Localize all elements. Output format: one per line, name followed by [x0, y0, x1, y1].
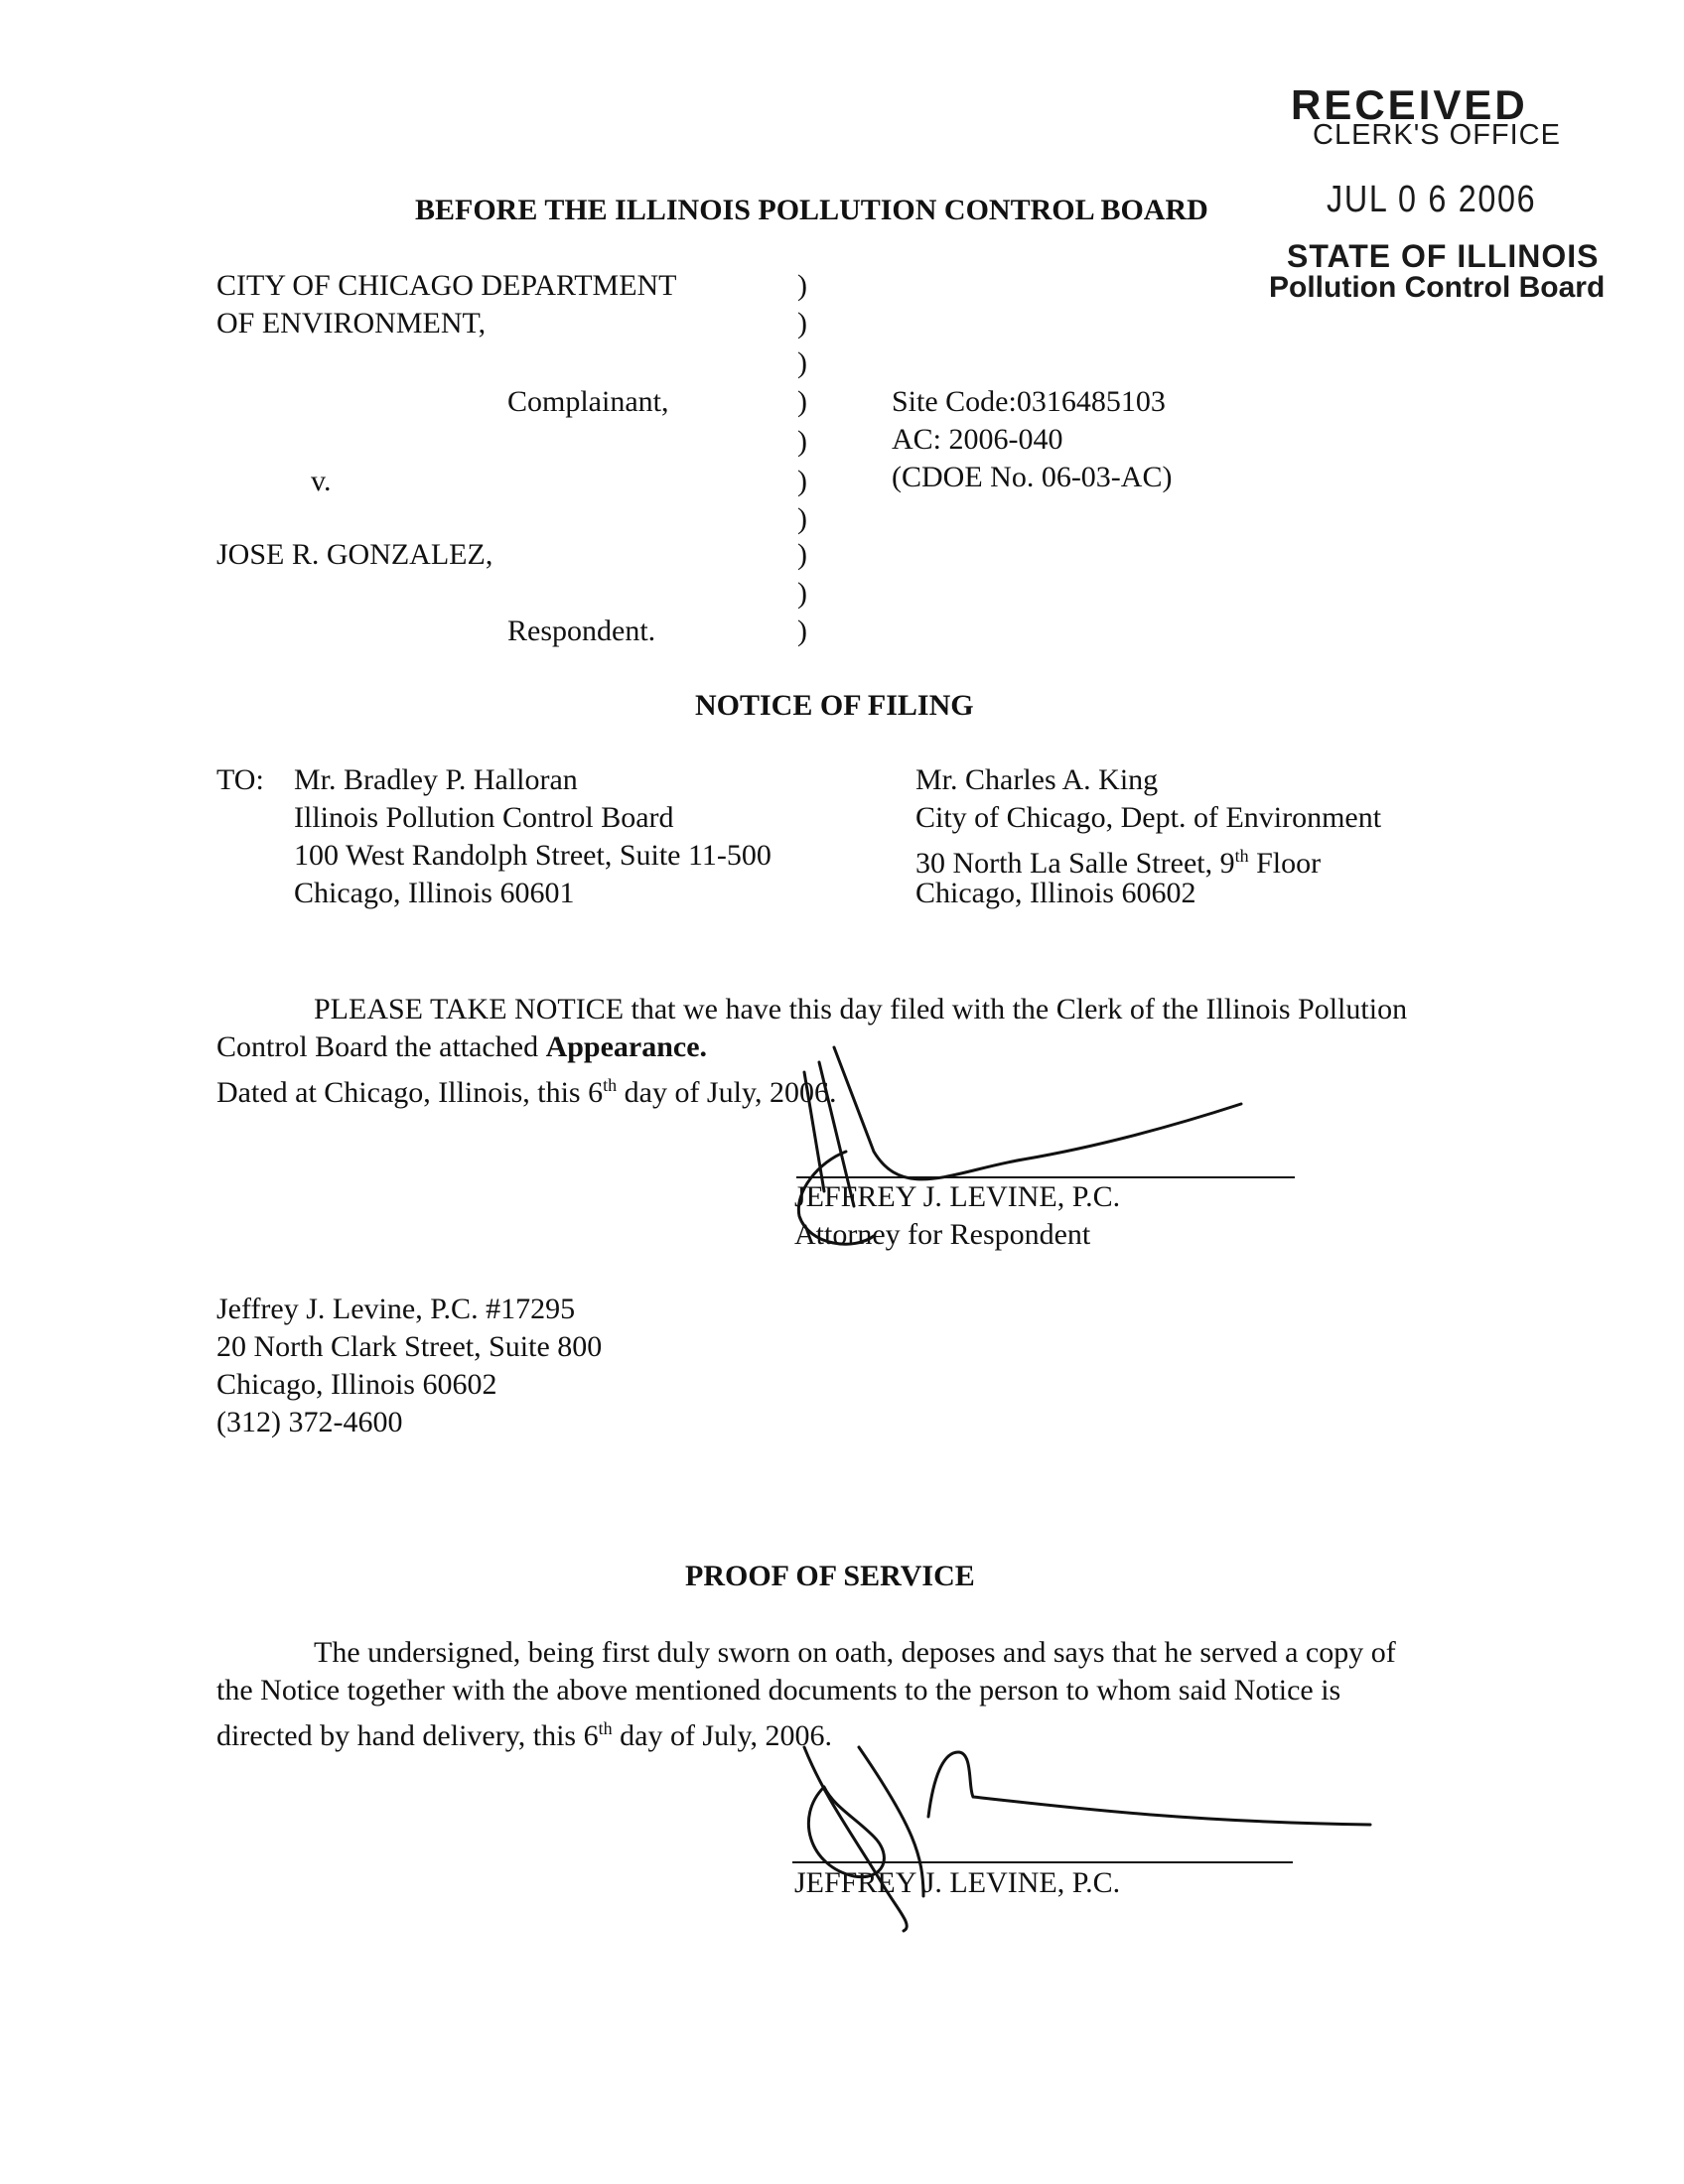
stamp-clerk-office: CLERK'S OFFICE [1313, 119, 1561, 151]
notice-body-line2: Control Board the attached Appearance. [216, 1030, 708, 1063]
firm-line4: (312) 372-4600 [216, 1406, 403, 1438]
proof-body-line1: The undersigned, being first duly sworn on oath, deposes and says that he served a copy of [314, 1636, 1396, 1669]
site-code: Site Code:0316485103 [892, 385, 1166, 418]
firm-line1: Jeffrey J. Levine, P.C. #17295 [216, 1293, 576, 1325]
recipient-right-org: City of Chicago, Dept. of Environment [915, 801, 1382, 834]
complainant-role: Complainant, [507, 385, 669, 418]
recipient-left-name: Mr. Bradley P. Halloran [294, 763, 578, 796]
signature-1-name: JEFFREY J. LEVINE, P.C. [794, 1180, 1121, 1213]
to-label: TO: [216, 763, 264, 796]
caption-paren: ) [797, 307, 807, 340]
recipient-right-city: Chicago, Illinois 60602 [915, 877, 1196, 909]
recipient-left-street: 100 West Randolph Street, Suite 11-500 [294, 839, 772, 872]
recipient-right-name: Mr. Charles A. King [915, 763, 1159, 796]
signature-1-title: Attorney for Respondent [794, 1218, 1091, 1251]
stamp-received: RECEIVED [1291, 81, 1528, 128]
recipient-left-city: Chicago, Illinois 60601 [294, 877, 575, 909]
caption-paren: ) [797, 614, 807, 647]
caption-paren: ) [797, 577, 807, 610]
respondent-name: JOSE R. GONZALEZ, [216, 538, 493, 571]
complainant-name-line2: OF ENVIRONMENT, [216, 307, 487, 340]
notice-body-line3: Dated at Chicago, Illinois, this 6th day of July, 2006. [216, 1075, 837, 1109]
recipient-left-org: Illinois Pollution Control Board [294, 801, 674, 834]
proof-body-line3: directed by hand delivery, this 6th day of July, 2006. [216, 1718, 832, 1752]
respondent-role: Respondent. [507, 614, 656, 647]
court-heading: BEFORE THE ILLINOIS POLLUTION CONTROL BOARD [415, 194, 1208, 226]
caption-paren: ) [797, 465, 807, 497]
ac-number: AC: 2006-040 [892, 423, 1063, 456]
caption-paren: ) [797, 502, 807, 535]
stamp-state: STATE OF ILLINOIS [1287, 238, 1600, 274]
proof-body-line2: the Notice together with the above mentioned documents to the person to whom said Notice is [216, 1674, 1341, 1706]
caption-paren: ) [797, 385, 807, 418]
cdoe-number: (CDOE No. 06-03-AC) [892, 461, 1173, 493]
notice-body-line1: PLEASE TAKE NOTICE that we have this day filed with the Clerk of the Illinois Pollution [314, 993, 1408, 1025]
caption-paren: ) [797, 346, 807, 379]
stamp-board: Pollution Control Board [1269, 271, 1606, 304]
signature-2-name: JEFFREY J. LEVINE, P.C. [794, 1866, 1121, 1899]
complainant-name-line1: CITY OF CHICAGO DEPARTMENT [216, 269, 677, 302]
firm-line2: 20 North Clark Street, Suite 800 [216, 1330, 603, 1363]
caption-paren: ) [797, 425, 807, 458]
caption-paren: ) [797, 269, 807, 302]
proof-title: PROOF OF SERVICE [685, 1560, 975, 1592]
firm-line3: Chicago, Illinois 60602 [216, 1368, 497, 1401]
recipient-right-street: 30 North La Salle Street, 9th Floor [915, 846, 1322, 880]
stamp-date: JUL 0 6 2006 [1327, 179, 1537, 220]
versus: v. [311, 465, 332, 497]
notice-title: NOTICE OF FILING [695, 689, 974, 722]
caption-paren: ) [797, 538, 807, 571]
